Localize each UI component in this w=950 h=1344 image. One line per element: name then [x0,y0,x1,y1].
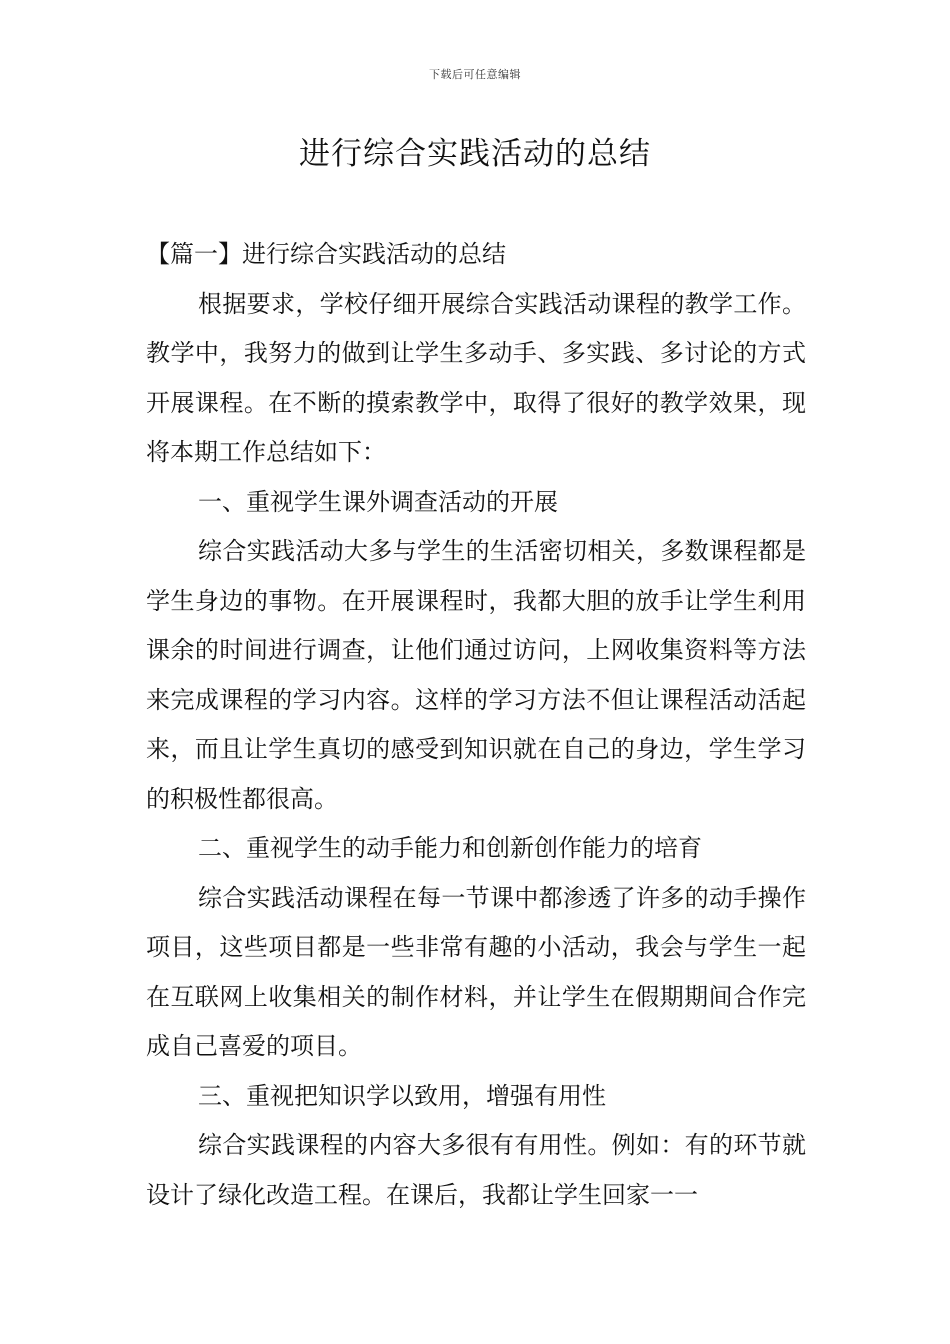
subheading: 三、重视把知识学以致用，增强有用性 [198,1081,606,1110]
subheading: 二、重视学生的动手能力和创新创作能力的培育 [198,834,702,862]
header-note: 下载后可任意编辑 [429,68,521,81]
section-heading: 【篇一】进行综合实践活动的总结 [146,240,506,268]
paragraph: 综合实践活动大多与学生的生活密切相关，多数课程都是学生身边的事物。在开展课程时，我都大胆的放手让学生利用课余的时间进行调查，让他们通过访问，上网收集资料等方法来完成课程的学习内容。这样的学习方法不但让课程活动活起来，而且让学生真切的感受到知识就在自己的身边，学生学习的积极性都很高。 [146,537,806,813]
subheading: 一、重视学生课外调查活动的开展 [198,487,558,516]
paragraph: 综合实践活动课程在每一节课中都渗透了许多的动手操作项目，这些项目都是一些非常有趣的小活动，我会与学生一起在互联网上收集相关的制作材料，并让学生在假期期间合作完成自己喜爱的项目。 [146,883,806,1060]
paragraph: 综合实践课程的内容大多很有有用性。例如：有的环节就设计了绿化改造工程。在课后，我都让学生回家一一 [146,1131,806,1209]
document-title: 进行综合实践活动的总结 [299,136,651,172]
document-body [146,230,806,1220]
paragraph: 根据要求，学校仔细开展综合实践活动课程的教学工作。教学中，我努力的做到让学生多动手、多实践、多讨论的方式开展课程。在不断的摸索教学中，取得了很好的教学效果，现将本期工作总结如下： [146,289,806,466]
